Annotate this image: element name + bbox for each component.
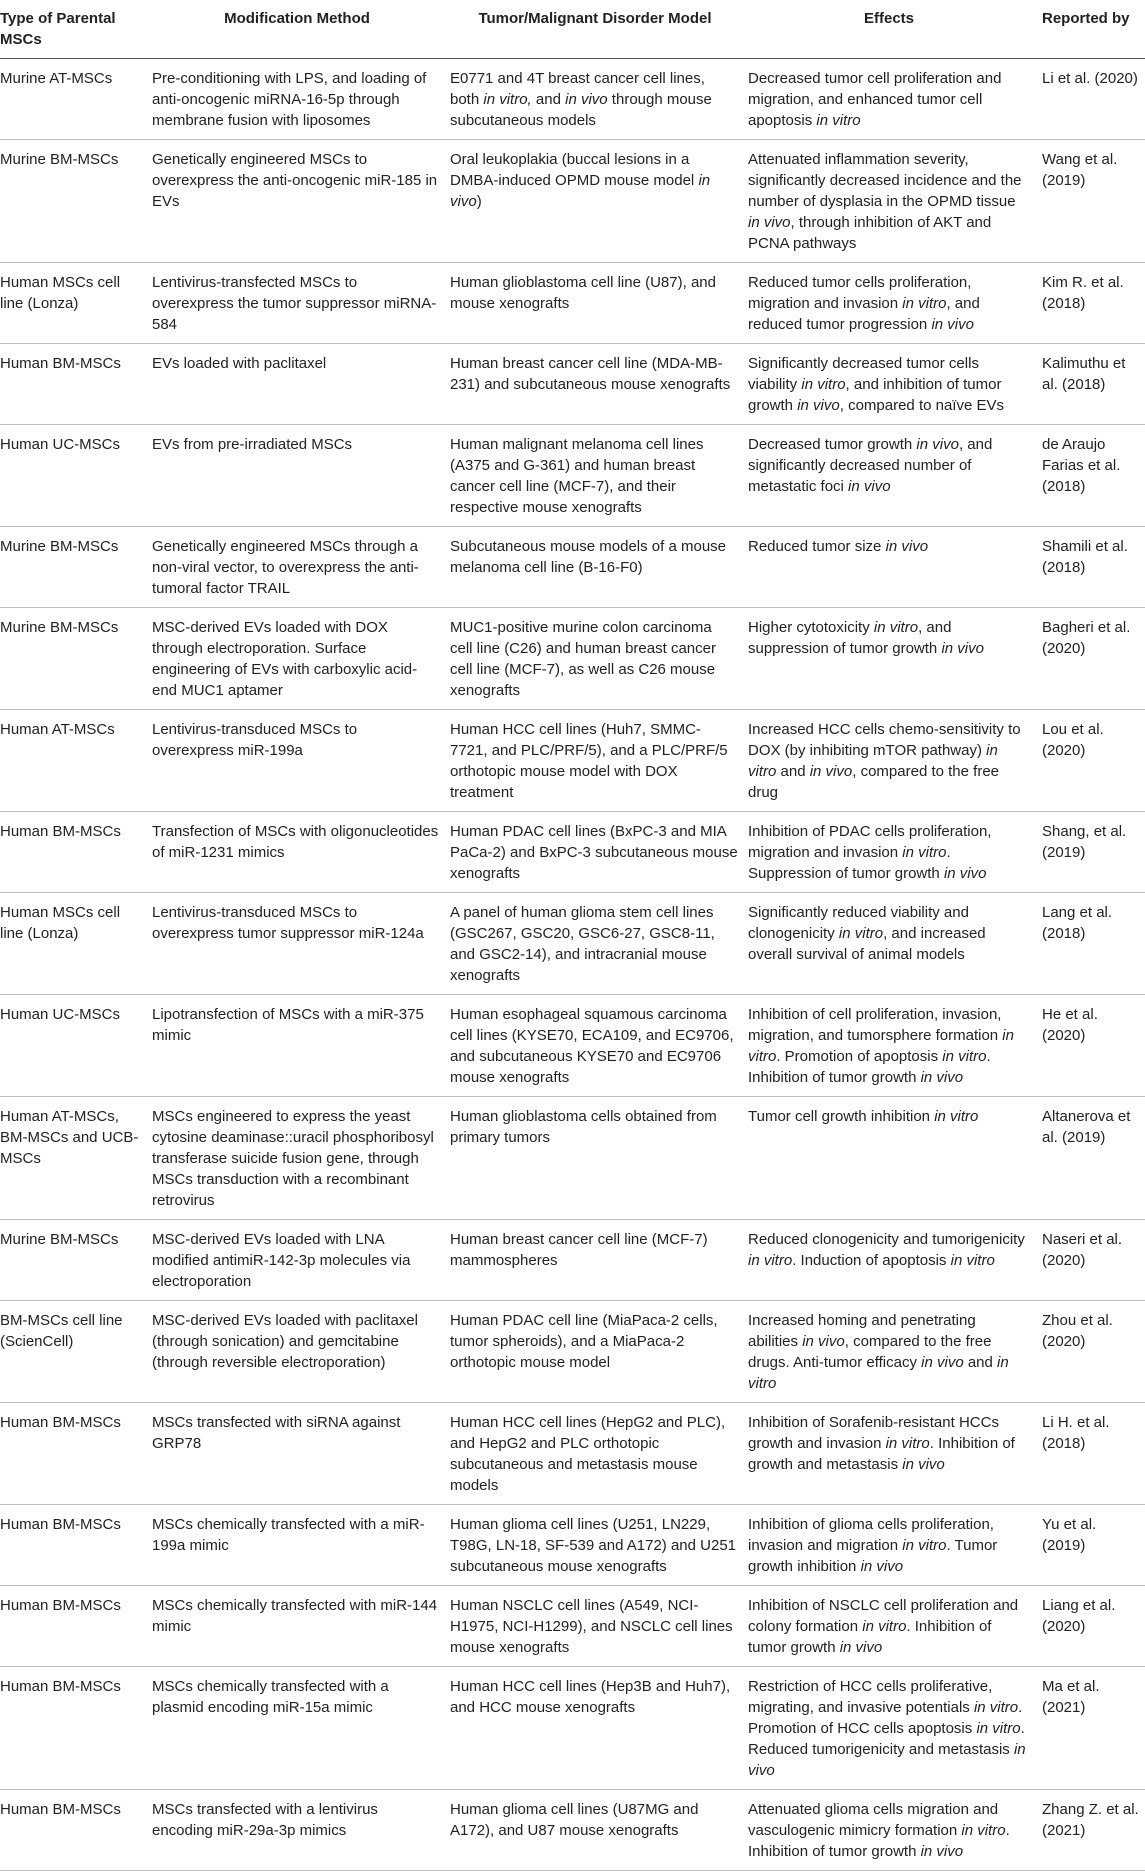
cell-msc-type: Murine BM-MSCs <box>0 527 148 608</box>
cell-msc-type: Human BM-MSCs <box>0 1667 148 1790</box>
cell-text: Reduced tumor cells proliferation, migration and invasion <box>748 274 972 312</box>
table-row <box>0 812 1145 893</box>
cell-reported-by: Lang et al. (2018) <box>1034 893 1145 995</box>
italic-text: in vivo <box>809 763 853 780</box>
cell-text: , and significantly decreased number of metastatic foci <box>748 436 993 495</box>
cell-text: , and inhibition of tumor growth <box>748 376 1002 414</box>
table-row <box>0 140 1145 263</box>
cell-msc-type: Human AT-MSCs, BM-MSCs and UCB-MSCs <box>0 1097 148 1220</box>
cell-text: Reduced clonogenicity and tumorigenicity <box>748 1231 1025 1248</box>
cell-tumor-model <box>446 1403 744 1505</box>
cell-text: , compared to the free drug <box>748 763 999 801</box>
cell-reported-by: Kim R. et al. (2018) <box>1034 263 1145 344</box>
cell-text: Decreased tumor growth <box>748 436 917 453</box>
table-row <box>0 710 1145 812</box>
cell-text: MSC-derived EVs loaded with LNA modified antimiR-142-3p molecules via electroporation <box>152 1231 411 1290</box>
cell-tumor-model <box>446 608 744 710</box>
italic-text: in vivo <box>885 538 929 555</box>
cell-modification-method <box>148 140 446 263</box>
italic-text: in vitro <box>942 1048 987 1065</box>
cell-tumor-model <box>446 893 744 995</box>
cell-msc-type: Human MSCs cell line (Lonza) <box>0 263 148 344</box>
cell-text: Restriction of HCC cells proliferative, migrating, and invasive potentials <box>748 1678 993 1716</box>
table-row <box>0 425 1145 527</box>
table-row <box>0 1586 1145 1667</box>
cell-msc-type: Human MSCs cell line (Lonza) <box>0 893 148 995</box>
cell-tumor-model <box>446 1790 744 1871</box>
cell-msc-type: Human BM-MSCs <box>0 812 148 893</box>
cell-effects <box>744 1403 1034 1505</box>
cell-text: Human NSCLC cell lines (A549, NCI-H1975, NCI-H1299), and NSCLC cell lines mouse xenografts <box>450 1597 733 1656</box>
cell-msc-type: Human BM-MSCs <box>0 1790 148 1871</box>
cell-reported-by: de Araujo Farias et al. (2018) <box>1034 425 1145 527</box>
cell-tumor-model <box>446 263 744 344</box>
table-row <box>0 1403 1145 1505</box>
cell-msc-type: Murine BM-MSCs <box>0 1220 148 1301</box>
table-row <box>0 1667 1145 1790</box>
cell-text: Subcutaneous mouse models of a mouse melanoma cell line (B-16-F0) <box>450 538 726 576</box>
italic-text: in vitro <box>801 376 846 393</box>
cell-text: . Inhibition of tumor growth <box>748 1048 991 1086</box>
cell-text: Reduced tumor size <box>748 538 886 555</box>
cell-reported-by: Naseri et al. (2020) <box>1034 1220 1145 1301</box>
cell-tumor-model <box>446 1097 744 1220</box>
cell-modification-method <box>148 1667 446 1790</box>
cell-text: . Tumor growth inhibition <box>748 1537 998 1575</box>
italic-text: in vivo <box>802 1333 845 1350</box>
italic-text: in vitro <box>885 1435 930 1452</box>
italic-text: in vitro <box>748 1252 793 1269</box>
cell-text: A panel of human glioma stem cell lines (GSC267, GSC20, GSC6-27, GSC8-11, and GSC2-14), and intracranial mouse xenografts <box>450 904 715 984</box>
header-row <box>0 0 1145 59</box>
cell-text: Inhibition of NSCLC cell proliferation and colony formation <box>748 1597 1019 1635</box>
header-type: Type of Parental MSCs <box>0 0 148 59</box>
cell-text: Human HCC cell lines (HepG2 and PLC), and HepG2 and PLC orthotopic subcutaneous and metastasis mouse models <box>450 1414 726 1494</box>
table-row <box>0 1790 1145 1871</box>
cell-effects <box>744 263 1034 344</box>
cell-effects <box>744 1097 1034 1220</box>
italic-text: in vitro <box>862 1618 907 1635</box>
italic-text: in vitro <box>973 1699 1019 1716</box>
cell-text: Decreased tumor cell proliferation and migration, and enhanced tumor cell apoptosis <box>748 70 1002 129</box>
cell-reported-by: Li et al. (2020) <box>1034 59 1145 140</box>
cell-modification-method <box>148 59 446 140</box>
cell-text: Human PDAC cell lines (BxPC-3 and MIA PaCa-2) and BxPC-3 subcutaneous mouse xenografts <box>450 823 738 882</box>
cell-text: . Suppression of tumor growth <box>748 844 951 882</box>
cell-effects <box>744 425 1034 527</box>
cell-text: Significantly decreased tumor cells viability <box>748 355 979 393</box>
cell-text: Inhibition of glioma cells proliferation, invasion and migration <box>748 1516 994 1554</box>
italic-text: in vitro <box>838 925 884 942</box>
cell-modification-method <box>148 1790 446 1871</box>
cell-tumor-model <box>446 140 744 263</box>
table-body <box>0 59 1145 1871</box>
italic-text: in vivo <box>931 316 974 333</box>
cell-tumor-model <box>446 812 744 893</box>
cell-msc-type: Human BM-MSCs <box>0 344 148 425</box>
italic-text: in vitro <box>816 112 861 129</box>
cell-text: Higher cytotoxicity <box>748 619 874 636</box>
cell-text: . Induction of apoptosis <box>792 1252 951 1269</box>
cell-text: ) <box>476 193 482 210</box>
cell-text: . Inhibition of tumor growth <box>748 1618 992 1656</box>
cell-text: , through inhibition of AKT and PCNA pathways <box>748 214 992 252</box>
cell-text: , and suppression of tumor growth <box>748 619 952 657</box>
cell-modification-method <box>148 1097 446 1220</box>
cell-msc-type: Human AT-MSCs <box>0 710 148 812</box>
cell-reported-by: Li H. et al. (2018) <box>1034 1403 1145 1505</box>
cell-modification-method <box>148 608 446 710</box>
cell-msc-type: Murine AT-MSCs <box>0 59 148 140</box>
cell-effects <box>744 1790 1034 1871</box>
cell-text: and <box>776 763 810 780</box>
cell-effects <box>744 1586 1034 1667</box>
italic-text: in vitro <box>748 1354 1009 1392</box>
italic-text: in vivo <box>839 1639 883 1656</box>
header-model: Tumor/Malignant Disorder Model <box>446 0 744 59</box>
cell-text: Human glioblastoma cells obtained from primary tumors <box>450 1108 717 1146</box>
table-row <box>0 608 1145 710</box>
cell-text: Inhibition of cell proliferation, invasion, migration, and tumorsphere formation <box>748 1006 1003 1044</box>
cell-reported-by: Ma et al. (2021) <box>1034 1667 1145 1790</box>
cell-modification-method <box>148 425 446 527</box>
cell-text: Human PDAC cell line (MiaPaca-2 cells, tumor spheroids), and a MiaPaca-2 orthotopic mouse model <box>450 1312 718 1371</box>
cell-modification-method <box>148 995 446 1097</box>
cell-effects <box>744 710 1034 812</box>
cell-text: , compared to the free drugs. Anti-tumor efficacy <box>748 1333 992 1371</box>
cell-text: Attenuated glioma cells migration and vasculogenic mimicry formation <box>748 1801 999 1839</box>
cell-text: through mouse subcutaneous models <box>450 91 712 129</box>
cell-effects <box>744 608 1034 710</box>
cell-text: Human glioma cell lines (U251, LN229, T98G, LN-18, SF-539 and A172) and U251 subcutaneous mouse xenografts <box>450 1516 737 1575</box>
cell-effects <box>744 1505 1034 1586</box>
header-effects: Effects <box>744 0 1034 59</box>
cell-tumor-model <box>446 710 744 812</box>
cell-tumor-model <box>446 1667 744 1790</box>
table-row <box>0 263 1145 344</box>
cell-text: Pre-conditioning with LPS, and loading of anti-oncogenic miRNA-16-5p through membrane fusion with liposomes <box>152 70 427 129</box>
italic-text: in vitro <box>748 742 998 780</box>
table-row <box>0 344 1145 425</box>
cell-text: EVs from pre-irradiated MSCs <box>152 436 353 453</box>
cell-tumor-model <box>446 425 744 527</box>
cell-text: Human glioblastoma cell line (U87), and mouse xenografts <box>450 274 716 312</box>
cell-effects <box>744 344 1034 425</box>
cell-msc-type: Human UC-MSCs <box>0 995 148 1097</box>
cell-tumor-model <box>446 59 744 140</box>
cell-text: Significantly reduced viability and clonogenicity <box>748 904 969 942</box>
cell-text: Lentivirus-transfected MSCs to overexpress the tumor suppressor miRNA-584 <box>152 274 437 333</box>
italic-text: in vivo <box>921 1354 964 1371</box>
italic-text: in vivo <box>920 1843 964 1860</box>
cell-modification-method <box>148 263 446 344</box>
italic-text: in vivo <box>941 640 984 657</box>
table-row <box>0 59 1145 140</box>
cell-text: . Inhibition of tumor growth <box>748 1822 1010 1860</box>
cell-text: EVs loaded with paclitaxel <box>152 355 327 372</box>
table-row <box>0 893 1145 995</box>
italic-text: in vitro <box>748 1027 1014 1065</box>
cell-text: Human esophageal squamous carcinoma cell lines (KYSE70, ECA109, and EC9706, and subcutaneous KYSE70 and EC9706 mouse xenografts <box>450 1006 734 1086</box>
cell-msc-type: BM-MSCs cell line (ScienCell) <box>0 1301 148 1403</box>
table-row <box>0 527 1145 608</box>
italic-text: in vivo <box>920 1069 964 1086</box>
header-method: Modification Method <box>148 0 446 59</box>
cell-text: Genetically engineered MSCs through a non-viral vector, to overexpress the anti-tumoral factor TRAIL <box>152 538 419 597</box>
cell-modification-method <box>148 1220 446 1301</box>
cell-reported-by: Zhang Z. et al. (2021) <box>1034 1790 1145 1871</box>
cell-reported-by: Yu et al. (2019) <box>1034 1505 1145 1586</box>
cell-text: , and increased overall survival of animal models <box>748 925 986 963</box>
cell-text: . Promotion of HCC cells apoptosis <box>748 1699 1023 1737</box>
italic-text: in vitro, <box>483 91 532 108</box>
table-row <box>0 1301 1145 1403</box>
italic-text: in vivo <box>848 478 891 495</box>
cell-text: and <box>963 1354 998 1371</box>
cell-reported-by: Zhou et al. (2020) <box>1034 1301 1145 1403</box>
cell-msc-type: Human UC-MSCs <box>0 425 148 527</box>
cell-text: Attenuated inflammation severity, significantly decreased incidence and the number of dysplasia in the OPMD tissue <box>748 151 1022 210</box>
cell-text: Increased HCC cells chemo-sensitivity to DOX (by inhibiting mTOR pathway) <box>748 721 1021 759</box>
cell-effects <box>744 527 1034 608</box>
cell-text: MSCs transfected with siRNA against GRP78 <box>152 1414 401 1452</box>
cell-text: Inhibition of Sorafenib-resistant HCCs growth and invasion <box>748 1414 999 1452</box>
cell-reported-by: Liang et al. (2020) <box>1034 1586 1145 1667</box>
table-row <box>0 995 1145 1097</box>
cell-msc-type: Human BM-MSCs <box>0 1505 148 1586</box>
cell-text: MSCs engineered to express the yeast cytosine deaminase::uracil phosphoribosyl transferase suicide fusion gene, through MSCs transduction with a recombinant retrovirus <box>152 1108 434 1209</box>
cell-text: and <box>531 91 566 108</box>
cell-effects <box>744 1220 1034 1301</box>
cell-text: MSCs chemically transfected with miR-144 mimic <box>152 1597 438 1635</box>
italic-text: in vivo <box>902 1456 945 1473</box>
cell-text: Lentivirus-transduced MSCs to overexpress miR-199a <box>152 721 358 759</box>
italic-text: in vivo <box>748 214 791 231</box>
cell-text: . Promotion of apoptosis <box>776 1048 943 1065</box>
cell-reported-by: Lou et al. (2020) <box>1034 710 1145 812</box>
cell-text: Tumor cell growth inhibition <box>748 1108 935 1125</box>
header-reported: Reported by <box>1034 0 1145 59</box>
cell-text: Human HCC cell lines (Hep3B and Huh7), and HCC mouse xenografts <box>450 1678 731 1716</box>
italic-text: in vivo <box>943 865 987 882</box>
cell-modification-method <box>148 812 446 893</box>
cell-text: Increased homing and penetrating abilities <box>748 1312 976 1350</box>
cell-text: Human HCC cell lines (Huh7, SMMC-7721, and PLC/PRF/5), and a PLC/PRF/5 orthotopic mouse model with DOX treatment <box>450 721 728 801</box>
italic-text: in vivo <box>748 1741 1026 1779</box>
cell-msc-type: Murine BM-MSCs <box>0 140 148 263</box>
italic-text: in vitro <box>976 1720 1021 1737</box>
cell-text: Human breast cancer cell line (MCF-7) mammospheres <box>450 1231 708 1269</box>
cell-text: Genetically engineered MSCs to overexpress the anti-oncogenic miR-185 in EVs <box>152 151 438 210</box>
cell-text: Transfection of MSCs with oligonucleotides of miR-1231 mimics <box>152 823 439 861</box>
cell-effects <box>744 1301 1034 1403</box>
italic-text: in vivo <box>916 436 959 453</box>
cell-text: MUC1-positive murine colon carcinoma cell line (C26) and human breast cancer cell line (MCF-7), as well as C26 mouse xenografts <box>450 619 716 699</box>
cell-reported-by: Kalimuthu et al. (2018) <box>1034 344 1145 425</box>
cell-text: MSC-derived EVs loaded with DOX through electroporation. Surface engineering of EVs with carboxylic acid-end MUC1 aptamer <box>152 619 418 699</box>
italic-text: in vitro <box>902 1537 947 1554</box>
cell-text: Oral leukoplakia (buccal lesions in a DMBA-induced OPMD mouse model <box>450 151 699 189</box>
cell-text: E0771 and 4T breast cancer cell lines, both <box>450 70 705 108</box>
cell-tumor-model <box>446 1586 744 1667</box>
italic-text: in vitro <box>934 1108 979 1125</box>
cell-text: . Inhibition of growth and metastasis <box>748 1435 1015 1473</box>
cell-text: Lentivirus-transduced MSCs to overexpress tumor suppressor miR-124a <box>152 904 424 942</box>
cell-modification-method <box>148 344 446 425</box>
cell-text: Inhibition of PDAC cells proliferation, migration and invasion <box>748 823 992 861</box>
cell-effects <box>744 59 1034 140</box>
cell-text: Human breast cancer cell line (MDA-MB-231) and subcutaneous mouse xenografts <box>450 355 731 393</box>
cell-tumor-model <box>446 995 744 1097</box>
cell-text: MSC-derived EVs loaded with paclitaxel (through sonication) and gemcitabine (through reversible electroporation) <box>152 1312 418 1371</box>
cell-reported-by: Shang, et al. (2019) <box>1034 812 1145 893</box>
italic-text: in vitro <box>950 1252 995 1269</box>
table-row <box>0 1220 1145 1301</box>
cell-msc-type: Human BM-MSCs <box>0 1586 148 1667</box>
cell-modification-method <box>148 710 446 812</box>
cell-text: . Reduced tumorigenicity and metastasis <box>748 1720 1025 1758</box>
italic-text: in vivo <box>450 172 711 210</box>
cell-modification-method <box>148 1586 446 1667</box>
italic-text: in vitro <box>902 844 947 861</box>
cell-text: MSCs chemically transfected with a plasmid encoding miR-15a mimic <box>152 1678 389 1716</box>
cell-reported-by: Bagheri et al. (2020) <box>1034 608 1145 710</box>
cell-msc-type: Human BM-MSCs <box>0 1403 148 1505</box>
cell-text: , compared to naïve EVs <box>839 397 1004 414</box>
italic-text: in vitro <box>961 1822 1006 1839</box>
cell-text: MSCs transfected with a lentivirus encoding miR-29a-3p mimics <box>152 1801 378 1839</box>
cell-modification-method <box>148 527 446 608</box>
cell-reported-by: Wang et al. (2019) <box>1034 140 1145 263</box>
cell-text: MSCs chemically transfected with a miR-199a mimic <box>152 1516 425 1554</box>
cell-effects <box>744 995 1034 1097</box>
italic-text: in vitro <box>873 619 919 636</box>
cell-text: Human glioma cell lines (U87MG and A172), and U87 mouse xenografts <box>450 1801 699 1839</box>
cell-effects <box>744 1667 1034 1790</box>
italic-text: in vivo <box>797 397 840 414</box>
cell-msc-type: Murine BM-MSCs <box>0 608 148 710</box>
italic-text: in vivo <box>860 1558 904 1575</box>
table-row <box>0 1097 1145 1220</box>
cell-tumor-model <box>446 1220 744 1301</box>
cell-modification-method <box>148 893 446 995</box>
cell-effects <box>744 893 1034 995</box>
cell-tumor-model <box>446 1505 744 1586</box>
cell-modification-method <box>148 1301 446 1403</box>
cell-text: , and reduced tumor progression <box>748 295 980 333</box>
cell-tumor-model <box>446 344 744 425</box>
cell-tumor-model <box>446 527 744 608</box>
cell-modification-method <box>148 1403 446 1505</box>
cell-effects <box>744 812 1034 893</box>
cell-tumor-model <box>446 1301 744 1403</box>
italic-text: in vitro <box>902 295 947 312</box>
cell-text: Lipotransfection of MSCs with a miR-375 mimic <box>152 1006 424 1044</box>
cell-text: Human malignant melanoma cell lines (A375 and G-361) and human breast cancer cell line (MCF-7), and their respective mouse xenografts <box>450 436 704 516</box>
italic-text: in vivo <box>565 91 608 108</box>
table-header <box>0 0 1145 59</box>
cell-reported-by: He et al. (2020) <box>1034 995 1145 1097</box>
cell-reported-by: Shamili et al. (2018) <box>1034 527 1145 608</box>
cell-reported-by: Altanerova et al. (2019) <box>1034 1097 1145 1220</box>
table-row <box>0 1505 1145 1586</box>
cell-modification-method <box>148 1505 446 1586</box>
cell-effects <box>744 140 1034 263</box>
